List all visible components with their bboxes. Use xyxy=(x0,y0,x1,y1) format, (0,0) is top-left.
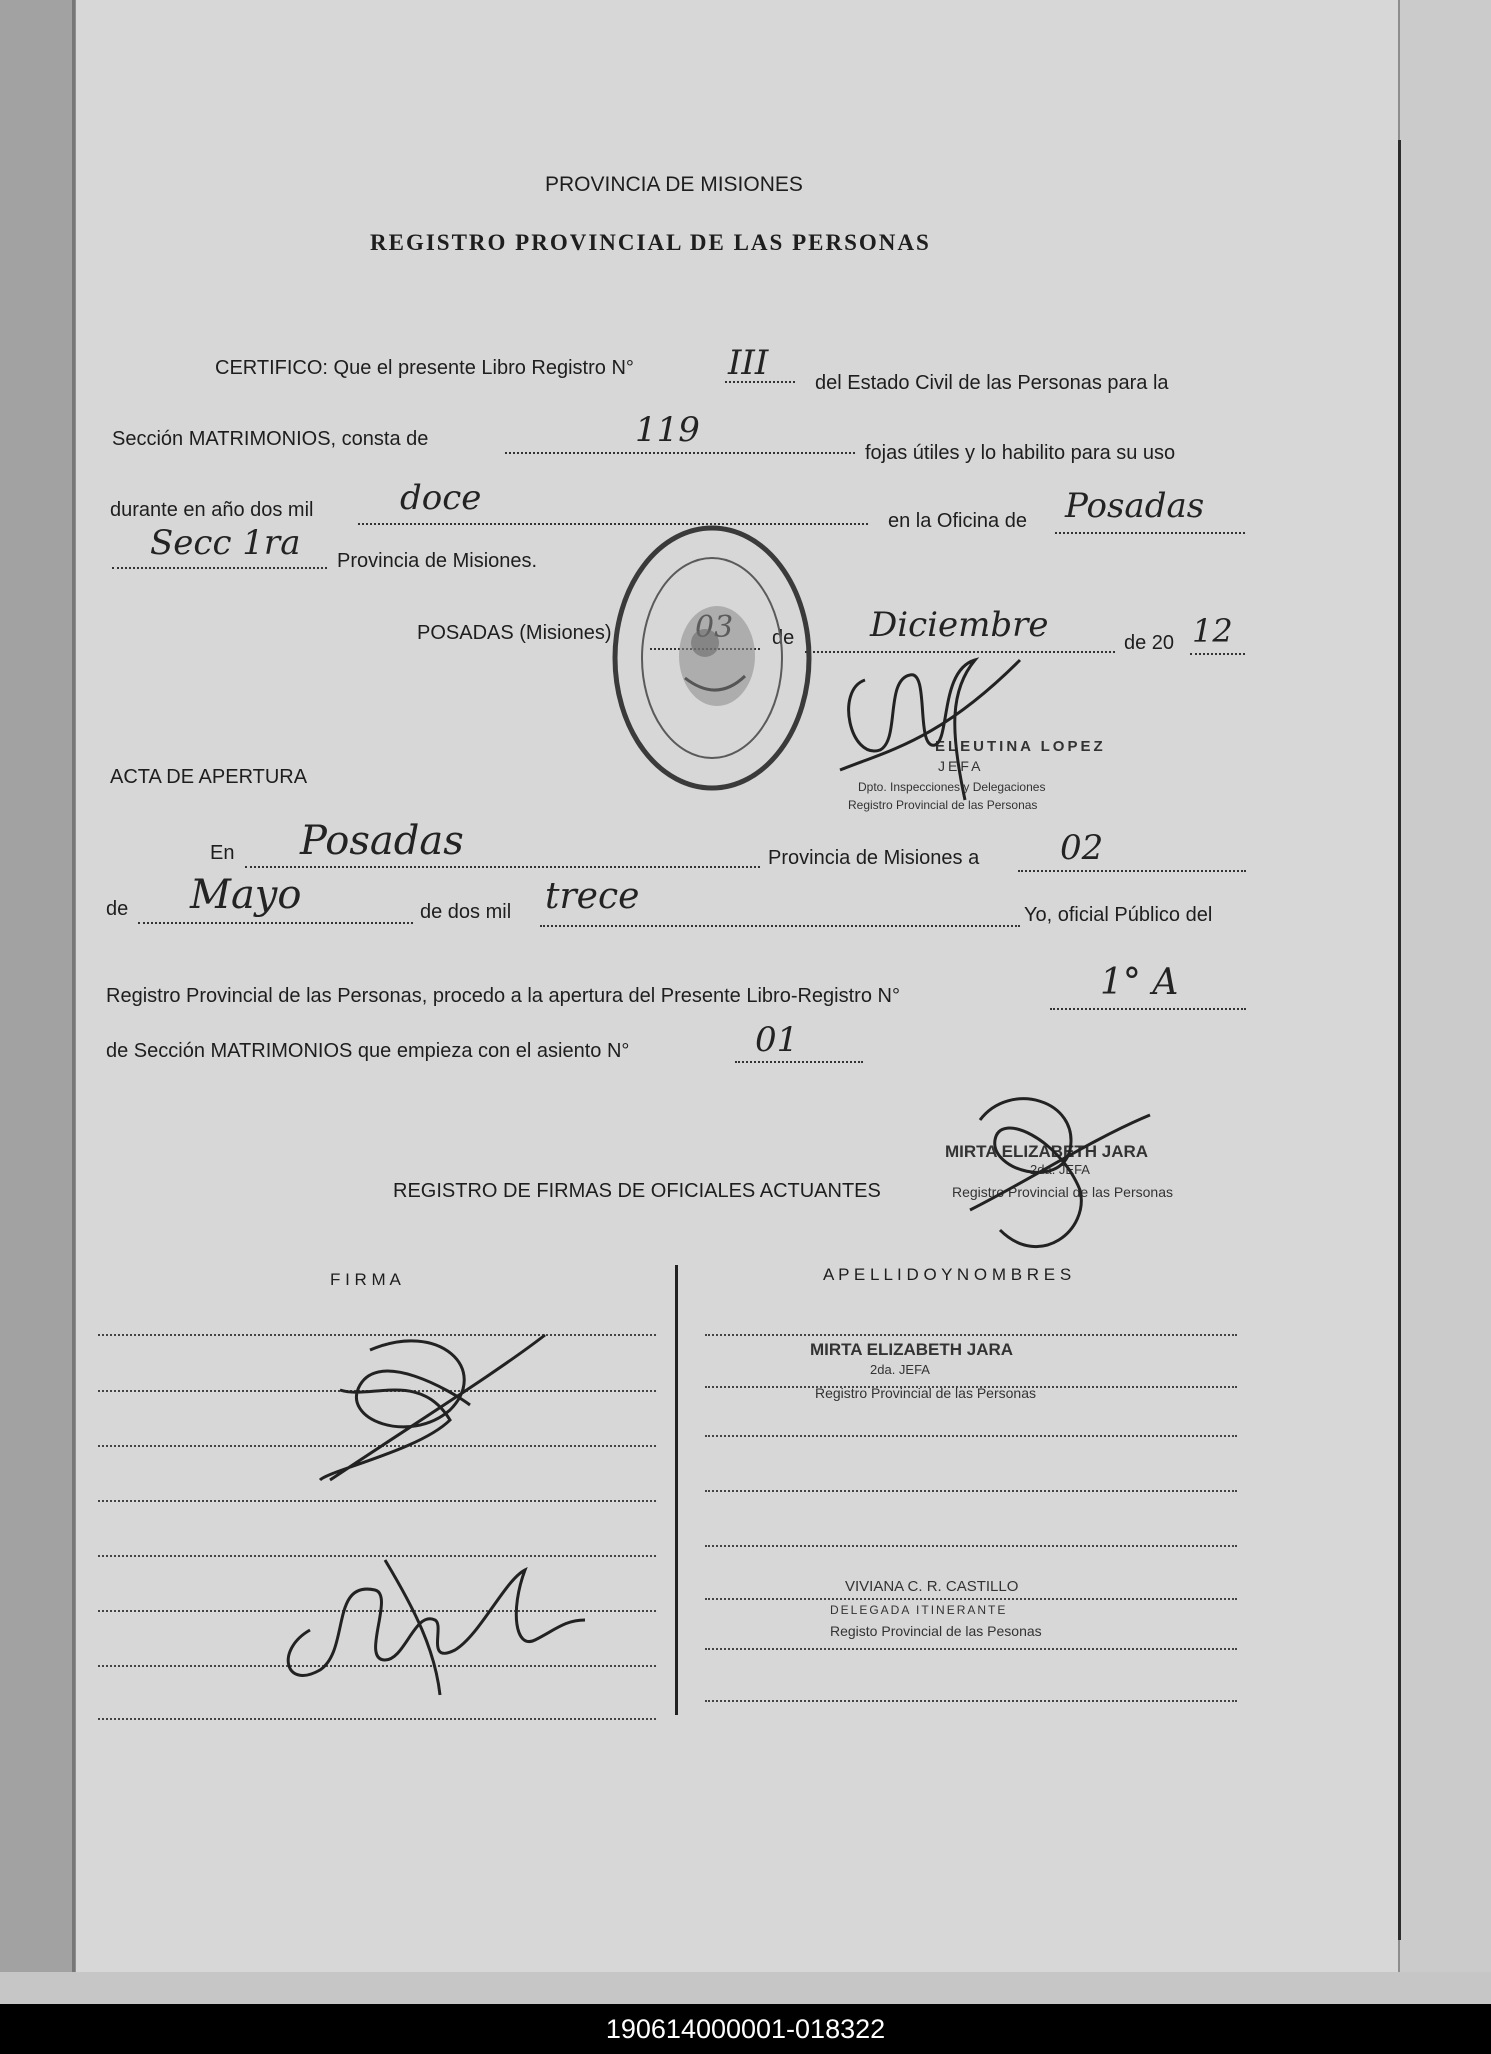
dotted-field xyxy=(1050,1008,1246,1010)
signer2-role: 2da. JEFA xyxy=(1030,1162,1090,1177)
name-line xyxy=(705,1545,1237,1547)
name-line xyxy=(705,1700,1237,1702)
register-entry2-name: VIVIANA C. R. CASTILLO xyxy=(845,1578,1019,1595)
handwritten-book-no: 1° A xyxy=(1100,962,1179,1003)
name-line xyxy=(705,1334,1237,1336)
handwritten-year: doce xyxy=(400,478,482,518)
bottom-page-edge xyxy=(0,1972,1491,2004)
cert-line4-text: Provincia de Misiones. xyxy=(337,550,538,572)
date-year-prefix: de 20 xyxy=(1124,632,1175,654)
name-line xyxy=(705,1490,1237,1492)
acta-line3: Registro Provincial de las Personas, procedo a la apertura del Presente Libro-Registro N° xyxy=(106,985,900,1007)
acta-line4: de Sección MATRIMONIOS que empieza con el asiento N° xyxy=(106,1040,630,1062)
cert-line2-text: Sección MATRIMONIOS, consta de xyxy=(112,428,429,450)
signature-2 xyxy=(950,1080,1150,1280)
handwritten-entry-no: 01 xyxy=(755,1020,799,1060)
province-heading: PROVINCIA DE MISIONES xyxy=(545,173,803,196)
signer1-dept: Dpto. Inspecciones y Delegaciones xyxy=(858,780,1046,794)
signature-1 xyxy=(830,650,1030,810)
handwritten-book-number: III xyxy=(728,343,769,383)
register-entry2-role: DELEGADA ITINERANTE xyxy=(830,1603,1008,1617)
column-divider xyxy=(675,1265,678,1715)
column-header-names: A P E L L I D O Y N O M B R E S xyxy=(823,1265,1072,1284)
handwritten-folios: 119 xyxy=(635,410,700,450)
acta-de: de xyxy=(106,898,129,920)
left-page-edge xyxy=(0,0,75,1985)
binding-line xyxy=(1398,140,1401,1940)
handwritten-section: Secc 1ra xyxy=(150,523,301,563)
cert-line1-end: del Estado Civil de las Personas para la xyxy=(815,372,1169,394)
dotted-field xyxy=(505,452,855,454)
cert-line3-mid: en la Oficina de xyxy=(888,510,1027,532)
handwritten-acta-day: 02 xyxy=(1060,828,1104,868)
date-place: POSADAS (Misiones) xyxy=(417,622,612,644)
dotted-field xyxy=(1055,532,1245,534)
dotted-field xyxy=(1190,653,1245,655)
name-line xyxy=(705,1435,1237,1437)
register-entry2-org: Registo Provincial de las Pesonas xyxy=(830,1623,1042,1639)
signatures-heading: REGISTRO DE FIRMAS DE OFICIALES ACTUANTES xyxy=(393,1180,881,1202)
column-header-signature: F I R M A xyxy=(330,1270,401,1289)
register-entry1-org: Registro Provincial de las Personas xyxy=(815,1385,1036,1401)
signer2-org: Registro Provincial de las Personas xyxy=(952,1184,1173,1200)
round-seal-stamp xyxy=(605,518,825,798)
signer2-name: MIRTA ELIZABETH JARA xyxy=(945,1142,1149,1161)
right-page-edge xyxy=(1400,0,1491,2004)
document-id-footer: 190614000001-018322 xyxy=(0,2004,1491,2054)
signer1-name: ELEUTINA LOPEZ xyxy=(935,738,1106,755)
signer1-role: JEFA xyxy=(938,758,984,774)
handwritten-acta-year: trece xyxy=(545,876,640,917)
name-line xyxy=(705,1598,1237,1600)
register-signature-1 xyxy=(300,1330,560,1500)
handwritten-month: Diciembre xyxy=(870,605,1049,645)
register-entry1-name: MIRTA ELIZABETH JARA xyxy=(810,1340,1014,1359)
dotted-field xyxy=(245,866,760,868)
acta-en: En xyxy=(210,842,235,864)
handwritten-office: Posadas xyxy=(1065,486,1205,526)
signer1-org: Registro Provincial de las Personas xyxy=(848,798,1038,812)
handwritten-year-suffix: 12 xyxy=(1192,612,1233,650)
cert-line2-end: fojas útiles y lo habilito para su uso xyxy=(865,442,1176,464)
registry-heading: REGISTRO PROVINCIAL DE LAS PERSONAS xyxy=(370,230,931,255)
register-entry1-role: 2da. JEFA xyxy=(870,1362,930,1377)
cert-line1-text: CERTIFICO: Que el presente Libro Registro N° xyxy=(215,357,634,379)
acta-year-pre: de dos mil xyxy=(420,901,512,923)
handwritten-acta-month: Mayo xyxy=(190,872,302,918)
acta-province-text: Provincia de Misiones a xyxy=(768,847,980,869)
cert-line3-text: durante en año dos mil xyxy=(110,499,314,521)
register-signature-2 xyxy=(265,1500,595,1710)
dotted-field xyxy=(735,1061,863,1063)
dotted-field xyxy=(540,925,1020,927)
handwritten-city: Posadas xyxy=(300,818,464,864)
name-line xyxy=(705,1648,1237,1650)
dotted-field xyxy=(1018,870,1246,872)
date-de: de xyxy=(772,627,795,649)
acta-official: Yo, oficial Público del xyxy=(1024,904,1213,926)
acta-heading: ACTA DE APERTURA xyxy=(110,766,308,788)
dotted-field xyxy=(112,567,327,569)
dotted-field xyxy=(138,922,413,924)
signature-line xyxy=(98,1718,656,1720)
